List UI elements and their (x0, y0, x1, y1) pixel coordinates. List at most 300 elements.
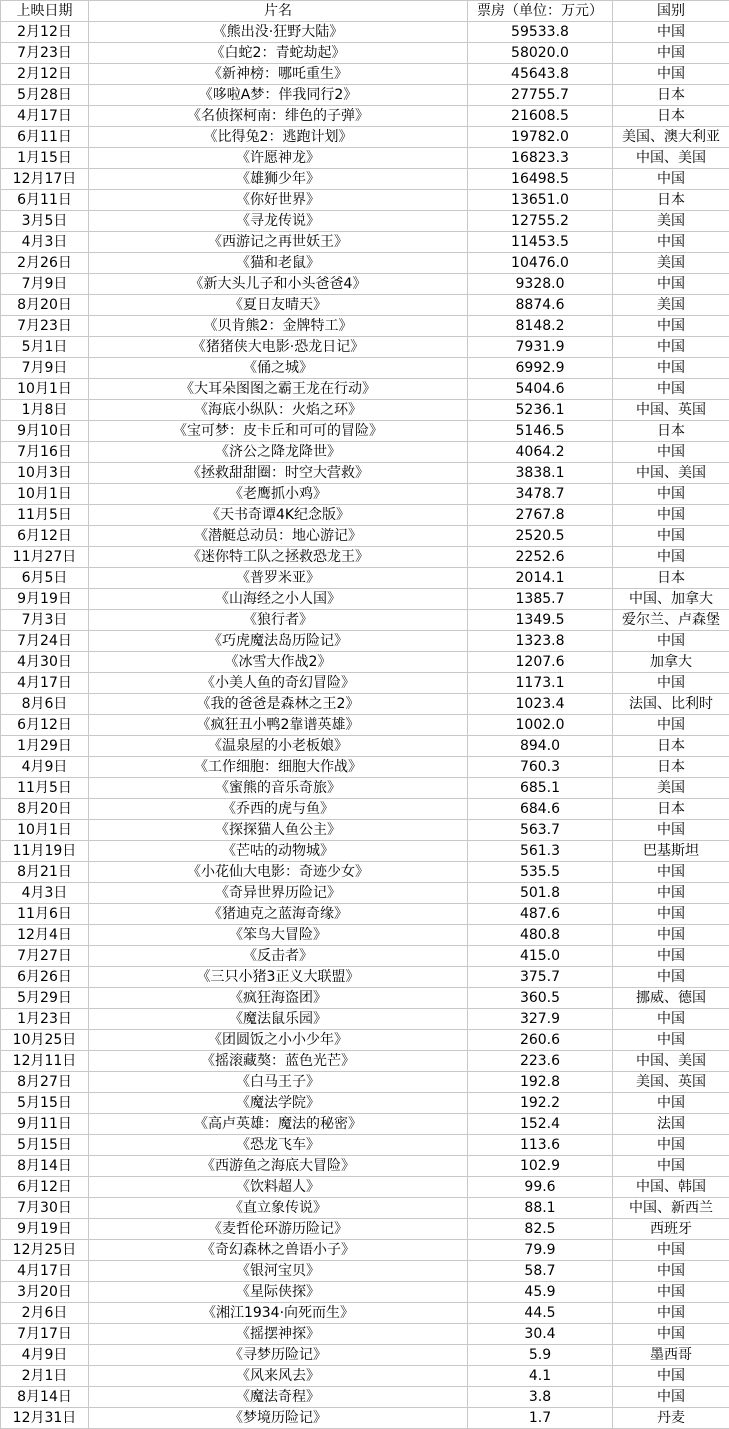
cell-title: 《猪猪侠大电影·恐龙日记》 (89, 337, 468, 358)
cell-country: 中国 (613, 631, 729, 652)
cell-box-office: 2767.8 (468, 505, 613, 526)
cell-box-office: 79.9 (468, 1240, 613, 1261)
cell-box-office: 6992.9 (468, 358, 613, 379)
cell-date: 10月1日 (1, 820, 89, 841)
cell-country: 中国 (613, 1240, 729, 1261)
cell-box-office: 1.7 (468, 1408, 613, 1429)
table-row (1, 1282, 729, 1303)
cell-box-office: 1207.6 (468, 652, 613, 673)
cell-box-office: 88.1 (468, 1198, 613, 1219)
cell-box-office: 894.0 (468, 736, 613, 757)
cell-date: 7月23日 (1, 316, 89, 337)
table-row (1, 1366, 729, 1387)
cell-title: 《魔法鼠乐园》 (89, 1009, 468, 1030)
cell-title: 《哆啦A梦：伴我同行2》 (89, 85, 468, 106)
table-row (1, 274, 729, 295)
cell-date: 7月9日 (1, 358, 89, 379)
cell-title: 《工作细胞：细胞大作战》 (89, 757, 468, 778)
cell-country: 中国 (613, 43, 729, 64)
cell-box-office: 487.6 (468, 904, 613, 925)
cell-date: 8月6日 (1, 694, 89, 715)
cell-box-office: 1349.5 (468, 610, 613, 631)
cell-date: 8月21日 (1, 862, 89, 883)
cell-country: 中国 (613, 673, 729, 694)
cell-box-office: 21608.5 (468, 106, 613, 127)
cell-country: 中国 (613, 1303, 729, 1324)
cell-box-office: 8148.2 (468, 316, 613, 337)
cell-title: 《猫和老鼠》 (89, 253, 468, 274)
table-row (1, 547, 729, 568)
table-row (1, 715, 729, 736)
cell-date: 4月9日 (1, 1345, 89, 1366)
cell-date: 7月9日 (1, 274, 89, 295)
table-row (1, 1303, 729, 1324)
cell-title: 《疯狂海盗团》 (89, 988, 468, 1009)
cell-box-office: 13651.0 (468, 190, 613, 211)
table-row (1, 190, 729, 211)
header-country: 国别 (613, 1, 729, 22)
cell-box-office: 1002.0 (468, 715, 613, 736)
cell-date: 2月12日 (1, 22, 89, 43)
cell-box-office: 563.7 (468, 820, 613, 841)
cell-title: 《迷你特工队之拯救恐龙王》 (89, 547, 468, 568)
cell-box-office: 16498.5 (468, 169, 613, 190)
cell-country: 中国、新西兰 (613, 1198, 729, 1219)
table-row (1, 862, 729, 883)
cell-country: 中国 (613, 232, 729, 253)
cell-box-office: 375.7 (468, 967, 613, 988)
cell-date: 5月1日 (1, 337, 89, 358)
cell-country: 中国 (613, 169, 729, 190)
cell-title: 《笨鸟大冒险》 (89, 925, 468, 946)
cell-title: 《团圆饭之小小少年》 (89, 1030, 468, 1051)
cell-title: 《巧虎魔法岛历险记》 (89, 631, 468, 652)
cell-country: 中国 (613, 820, 729, 841)
cell-box-office: 99.6 (468, 1177, 613, 1198)
cell-date: 9月10日 (1, 421, 89, 442)
cell-box-office: 27755.7 (468, 85, 613, 106)
cell-title: 《熊出没·狂野大陆》 (89, 22, 468, 43)
cell-country: 挪威、德国 (613, 988, 729, 1009)
cell-box-office: 192.2 (468, 1093, 613, 1114)
cell-box-office: 2520.5 (468, 526, 613, 547)
cell-box-office: 1173.1 (468, 673, 613, 694)
cell-box-office: 4064.2 (468, 442, 613, 463)
cell-country: 美国 (613, 211, 729, 232)
cell-date: 4月3日 (1, 232, 89, 253)
table-row (1, 652, 729, 673)
table-body (1, 22, 729, 1429)
table-row (1, 673, 729, 694)
cell-date: 6月5日 (1, 568, 89, 589)
cell-title: 《温泉屋的小老板娘》 (89, 736, 468, 757)
cell-box-office: 360.5 (468, 988, 613, 1009)
cell-title: 《济公之降龙降世》 (89, 442, 468, 463)
table-row (1, 694, 729, 715)
table-row (1, 1072, 729, 1093)
cell-box-office: 3.8 (468, 1387, 613, 1408)
cell-title: 《奇幻森林之兽语小子》 (89, 1240, 468, 1261)
table-row (1, 505, 729, 526)
cell-date: 5月29日 (1, 988, 89, 1009)
table-row (1, 946, 729, 967)
cell-country: 中国、美国 (613, 148, 729, 169)
cell-country: 丹麦 (613, 1408, 729, 1429)
cell-country: 中国 (613, 883, 729, 904)
cell-country: 中国 (613, 1261, 729, 1282)
cell-title: 《比得兔2：逃跑计划》 (89, 127, 468, 148)
cell-date: 2月1日 (1, 1366, 89, 1387)
table-row (1, 22, 729, 43)
cell-title: 《猪迪克之蓝海奇缘》 (89, 904, 468, 925)
cell-date: 4月17日 (1, 673, 89, 694)
cell-country: 美国、澳大利亚 (613, 127, 729, 148)
cell-title: 《寻梦历险记》 (89, 1345, 468, 1366)
cell-box-office: 58.7 (468, 1261, 613, 1282)
table-row (1, 1324, 729, 1345)
cell-box-office: 10476.0 (468, 253, 613, 274)
table-row (1, 379, 729, 400)
table-row (1, 1030, 729, 1051)
cell-country: 中国 (613, 1366, 729, 1387)
table-row (1, 1114, 729, 1135)
table-row (1, 1093, 729, 1114)
table-row (1, 1135, 729, 1156)
table-row (1, 1219, 729, 1240)
cell-title: 《老鹰抓小鸡》 (89, 484, 468, 505)
cell-date: 4月17日 (1, 106, 89, 127)
cell-country: 中国 (613, 1282, 729, 1303)
cell-title: 《风来风去》 (89, 1366, 468, 1387)
cell-title: 《芒咕的动物城》 (89, 841, 468, 862)
cell-box-office: 5404.6 (468, 379, 613, 400)
cell-title: 《探探猫人鱼公主》 (89, 820, 468, 841)
table-row (1, 841, 729, 862)
cell-date: 11月27日 (1, 547, 89, 568)
cell-country: 中国、加拿大 (613, 589, 729, 610)
table-row (1, 1009, 729, 1030)
cell-country: 加拿大 (613, 652, 729, 673)
cell-country: 美国 (613, 778, 729, 799)
cell-box-office: 260.6 (468, 1030, 613, 1051)
cell-title: 《反击者》 (89, 946, 468, 967)
cell-date: 6月26日 (1, 967, 89, 988)
cell-title: 《小花仙大电影：奇迹少女》 (89, 862, 468, 883)
cell-title: 《魔法学院》 (89, 1093, 468, 1114)
cell-country: 日本 (613, 568, 729, 589)
table-row (1, 64, 729, 85)
cell-date: 7月27日 (1, 946, 89, 967)
cell-date: 4月30日 (1, 652, 89, 673)
cell-country: 法国、比利时 (613, 694, 729, 715)
table-row (1, 568, 729, 589)
table-row (1, 127, 729, 148)
cell-country: 中国 (613, 337, 729, 358)
cell-title: 《摇摆神探》 (89, 1324, 468, 1345)
cell-title: 《海底小纵队：火焰之环》 (89, 400, 468, 421)
cell-date: 6月12日 (1, 526, 89, 547)
table-row (1, 85, 729, 106)
cell-title: 《雄狮少年》 (89, 169, 468, 190)
cell-box-office: 5146.5 (468, 421, 613, 442)
cell-box-office: 1023.4 (468, 694, 613, 715)
cell-box-office: 113.6 (468, 1135, 613, 1156)
cell-date: 12月25日 (1, 1240, 89, 1261)
table-row (1, 610, 729, 631)
cell-box-office: 1323.8 (468, 631, 613, 652)
cell-box-office: 152.4 (468, 1114, 613, 1135)
table-row (1, 526, 729, 547)
cell-date: 11月5日 (1, 778, 89, 799)
table-row (1, 316, 729, 337)
table-row (1, 421, 729, 442)
table-row (1, 106, 729, 127)
cell-country: 墨西哥 (613, 1345, 729, 1366)
cell-title: 《天书奇谭4K纪念版》 (89, 505, 468, 526)
cell-title: 《潜艇总动员：地心游记》 (89, 526, 468, 547)
header-row (1, 1, 729, 22)
table-row (1, 295, 729, 316)
cell-title: 《疯狂丑小鸭2靠谱英雄》 (89, 715, 468, 736)
table-row (1, 799, 729, 820)
cell-title: 《三只小猪3正义大联盟》 (89, 967, 468, 988)
cell-date: 1月8日 (1, 400, 89, 421)
cell-box-office: 102.9 (468, 1156, 613, 1177)
cell-date: 4月17日 (1, 1261, 89, 1282)
cell-box-office: 501.8 (468, 883, 613, 904)
cell-box-office: 45.9 (468, 1282, 613, 1303)
cell-country: 中国 (613, 1387, 729, 1408)
cell-date: 8月27日 (1, 1072, 89, 1093)
cell-title: 《冰雪大作战2》 (89, 652, 468, 673)
cell-date: 5月28日 (1, 85, 89, 106)
table-row (1, 1156, 729, 1177)
table-row (1, 589, 729, 610)
cell-box-office: 7931.9 (468, 337, 613, 358)
cell-box-office: 16823.3 (468, 148, 613, 169)
table-row (1, 463, 729, 484)
cell-date: 2月26日 (1, 253, 89, 274)
cell-country: 中国 (613, 358, 729, 379)
cell-country: 日本 (613, 85, 729, 106)
cell-date: 10月1日 (1, 379, 89, 400)
cell-title: 《山海经之小人国》 (89, 589, 468, 610)
cell-date: 8月14日 (1, 1387, 89, 1408)
cell-date: 10月3日 (1, 463, 89, 484)
table-row (1, 442, 729, 463)
cell-country: 中国 (613, 442, 729, 463)
cell-date: 2月12日 (1, 64, 89, 85)
cell-country: 中国 (613, 967, 729, 988)
cell-title: 《奇异世界历险记》 (89, 883, 468, 904)
cell-country: 中国 (613, 22, 729, 43)
cell-date: 12月17日 (1, 169, 89, 190)
cell-country: 中国 (613, 505, 729, 526)
cell-box-office: 480.8 (468, 925, 613, 946)
cell-title: 《高卢英雄：魔法的秘密》 (89, 1114, 468, 1135)
cell-box-office: 82.5 (468, 1219, 613, 1240)
table-row (1, 1387, 729, 1408)
table-row (1, 1177, 729, 1198)
table-row (1, 1408, 729, 1429)
cell-title: 《大耳朵图图之霸王龙在行动》 (89, 379, 468, 400)
header-box-office: 票房（单位：万元） (468, 1, 613, 22)
cell-title: 《乔西的虎与鱼》 (89, 799, 468, 820)
cell-title: 《直立象传说》 (89, 1198, 468, 1219)
table-row (1, 337, 729, 358)
cell-title: 《拯救甜甜圈：时空大营救》 (89, 463, 468, 484)
cell-box-office: 45643.8 (468, 64, 613, 85)
cell-date: 3月5日 (1, 211, 89, 232)
cell-title: 《夏日友晴天》 (89, 295, 468, 316)
cell-country: 中国、美国 (613, 463, 729, 484)
cell-box-office: 44.5 (468, 1303, 613, 1324)
cell-date: 6月12日 (1, 1177, 89, 1198)
cell-country: 日本 (613, 421, 729, 442)
cell-box-office: 2252.6 (468, 547, 613, 568)
cell-country: 中国 (613, 862, 729, 883)
table-row (1, 820, 729, 841)
cell-title: 《新大头儿子和小头爸爸4》 (89, 274, 468, 295)
cell-country: 中国 (613, 526, 729, 547)
cell-box-office: 8874.6 (468, 295, 613, 316)
cell-country: 日本 (613, 106, 729, 127)
table-row (1, 1345, 729, 1366)
table-row (1, 883, 729, 904)
table-row (1, 232, 729, 253)
cell-date: 1月15日 (1, 148, 89, 169)
table-row (1, 988, 729, 1009)
cell-country: 中国 (613, 1030, 729, 1051)
cell-title: 《贝肯熊2：金牌特工》 (89, 316, 468, 337)
cell-title: 《普罗米亚》 (89, 568, 468, 589)
cell-title: 《白马王子》 (89, 1072, 468, 1093)
cell-date: 12月11日 (1, 1051, 89, 1072)
cell-title: 《摇滚藏獒：蓝色光芒》 (89, 1051, 468, 1072)
table-row (1, 484, 729, 505)
cell-country: 日本 (613, 736, 729, 757)
cell-box-office: 30.4 (468, 1324, 613, 1345)
cell-country: 中国 (613, 1324, 729, 1345)
table-row (1, 778, 729, 799)
cell-country: 美国 (613, 253, 729, 274)
cell-country: 中国 (613, 1093, 729, 1114)
table-row (1, 169, 729, 190)
table-row (1, 1051, 729, 1072)
cell-country: 中国 (613, 946, 729, 967)
cell-date: 9月19日 (1, 1219, 89, 1240)
cell-country: 中国、英国 (613, 400, 729, 421)
cell-date: 9月19日 (1, 589, 89, 610)
cell-box-office: 3478.7 (468, 484, 613, 505)
cell-box-office: 415.0 (468, 946, 613, 967)
cell-date: 8月14日 (1, 1156, 89, 1177)
cell-title: 《新神榜：哪吒重生》 (89, 64, 468, 85)
cell-date: 7月24日 (1, 631, 89, 652)
cell-country: 法国 (613, 1114, 729, 1135)
cell-title: 《狼行者》 (89, 610, 468, 631)
cell-box-office: 3838.1 (468, 463, 613, 484)
cell-box-office: 192.8 (468, 1072, 613, 1093)
cell-country: 中国、美国 (613, 1051, 729, 1072)
cell-date: 7月30日 (1, 1198, 89, 1219)
table-row (1, 148, 729, 169)
cell-date: 3月20日 (1, 1282, 89, 1303)
cell-box-office: 19782.0 (468, 127, 613, 148)
table-row (1, 1198, 729, 1219)
cell-box-office: 327.9 (468, 1009, 613, 1030)
cell-box-office: 12755.2 (468, 211, 613, 232)
cell-date: 8月20日 (1, 295, 89, 316)
cell-title: 《恐龙飞车》 (89, 1135, 468, 1156)
cell-title: 《你好世界》 (89, 190, 468, 211)
cell-date: 11月6日 (1, 904, 89, 925)
cell-country: 中国 (613, 484, 729, 505)
table-row (1, 358, 729, 379)
table-row (1, 211, 729, 232)
cell-country: 中国 (613, 925, 729, 946)
cell-date: 6月12日 (1, 715, 89, 736)
cell-title: 《银河宝贝》 (89, 1261, 468, 1282)
cell-box-office: 1385.7 (468, 589, 613, 610)
cell-box-office: 2014.1 (468, 568, 613, 589)
cell-title: 《西游鱼之海底大冒险》 (89, 1156, 468, 1177)
cell-date: 7月17日 (1, 1324, 89, 1345)
cell-date: 5月15日 (1, 1135, 89, 1156)
cell-title: 《麦哲伦环游历险记》 (89, 1219, 468, 1240)
cell-title: 《宝可梦：皮卡丘和可可的冒险》 (89, 421, 468, 442)
cell-country: 中国 (613, 64, 729, 85)
cell-country: 中国 (613, 715, 729, 736)
table-row (1, 43, 729, 64)
cell-title: 《白蛇2：青蛇劫起》 (89, 43, 468, 64)
cell-date: 5月15日 (1, 1093, 89, 1114)
table-row (1, 925, 729, 946)
cell-date: 9月11日 (1, 1114, 89, 1135)
table-row (1, 757, 729, 778)
cell-date: 6月11日 (1, 190, 89, 211)
cell-date: 7月23日 (1, 43, 89, 64)
table-row (1, 253, 729, 274)
cell-country: 日本 (613, 799, 729, 820)
cell-country: 美国 (613, 295, 729, 316)
cell-title: 《小美人鱼的奇幻冒险》 (89, 673, 468, 694)
cell-box-office: 684.6 (468, 799, 613, 820)
cell-date: 8月20日 (1, 799, 89, 820)
cell-country: 西班牙 (613, 1219, 729, 1240)
cell-box-office: 9328.0 (468, 274, 613, 295)
cell-date: 10月1日 (1, 484, 89, 505)
cell-box-office: 760.3 (468, 757, 613, 778)
cell-title: 《西游记之再世妖王》 (89, 232, 468, 253)
cell-date: 7月16日 (1, 442, 89, 463)
cell-date: 12月31日 (1, 1408, 89, 1429)
cell-country: 巴基斯坦 (613, 841, 729, 862)
header-title: 片名 (89, 1, 468, 22)
cell-date: 11月19日 (1, 841, 89, 862)
cell-date: 6月11日 (1, 127, 89, 148)
cell-country: 中国、韩国 (613, 1177, 729, 1198)
cell-title: 《魔法奇程》 (89, 1387, 468, 1408)
cell-box-office: 4.1 (468, 1366, 613, 1387)
cell-country: 日本 (613, 757, 729, 778)
cell-box-office: 58020.0 (468, 43, 613, 64)
table-row (1, 967, 729, 988)
cell-title: 《星际侠探》 (89, 1282, 468, 1303)
cell-country: 中国 (613, 1135, 729, 1156)
cell-country: 日本 (613, 190, 729, 211)
cell-title: 《许愿神龙》 (89, 148, 468, 169)
